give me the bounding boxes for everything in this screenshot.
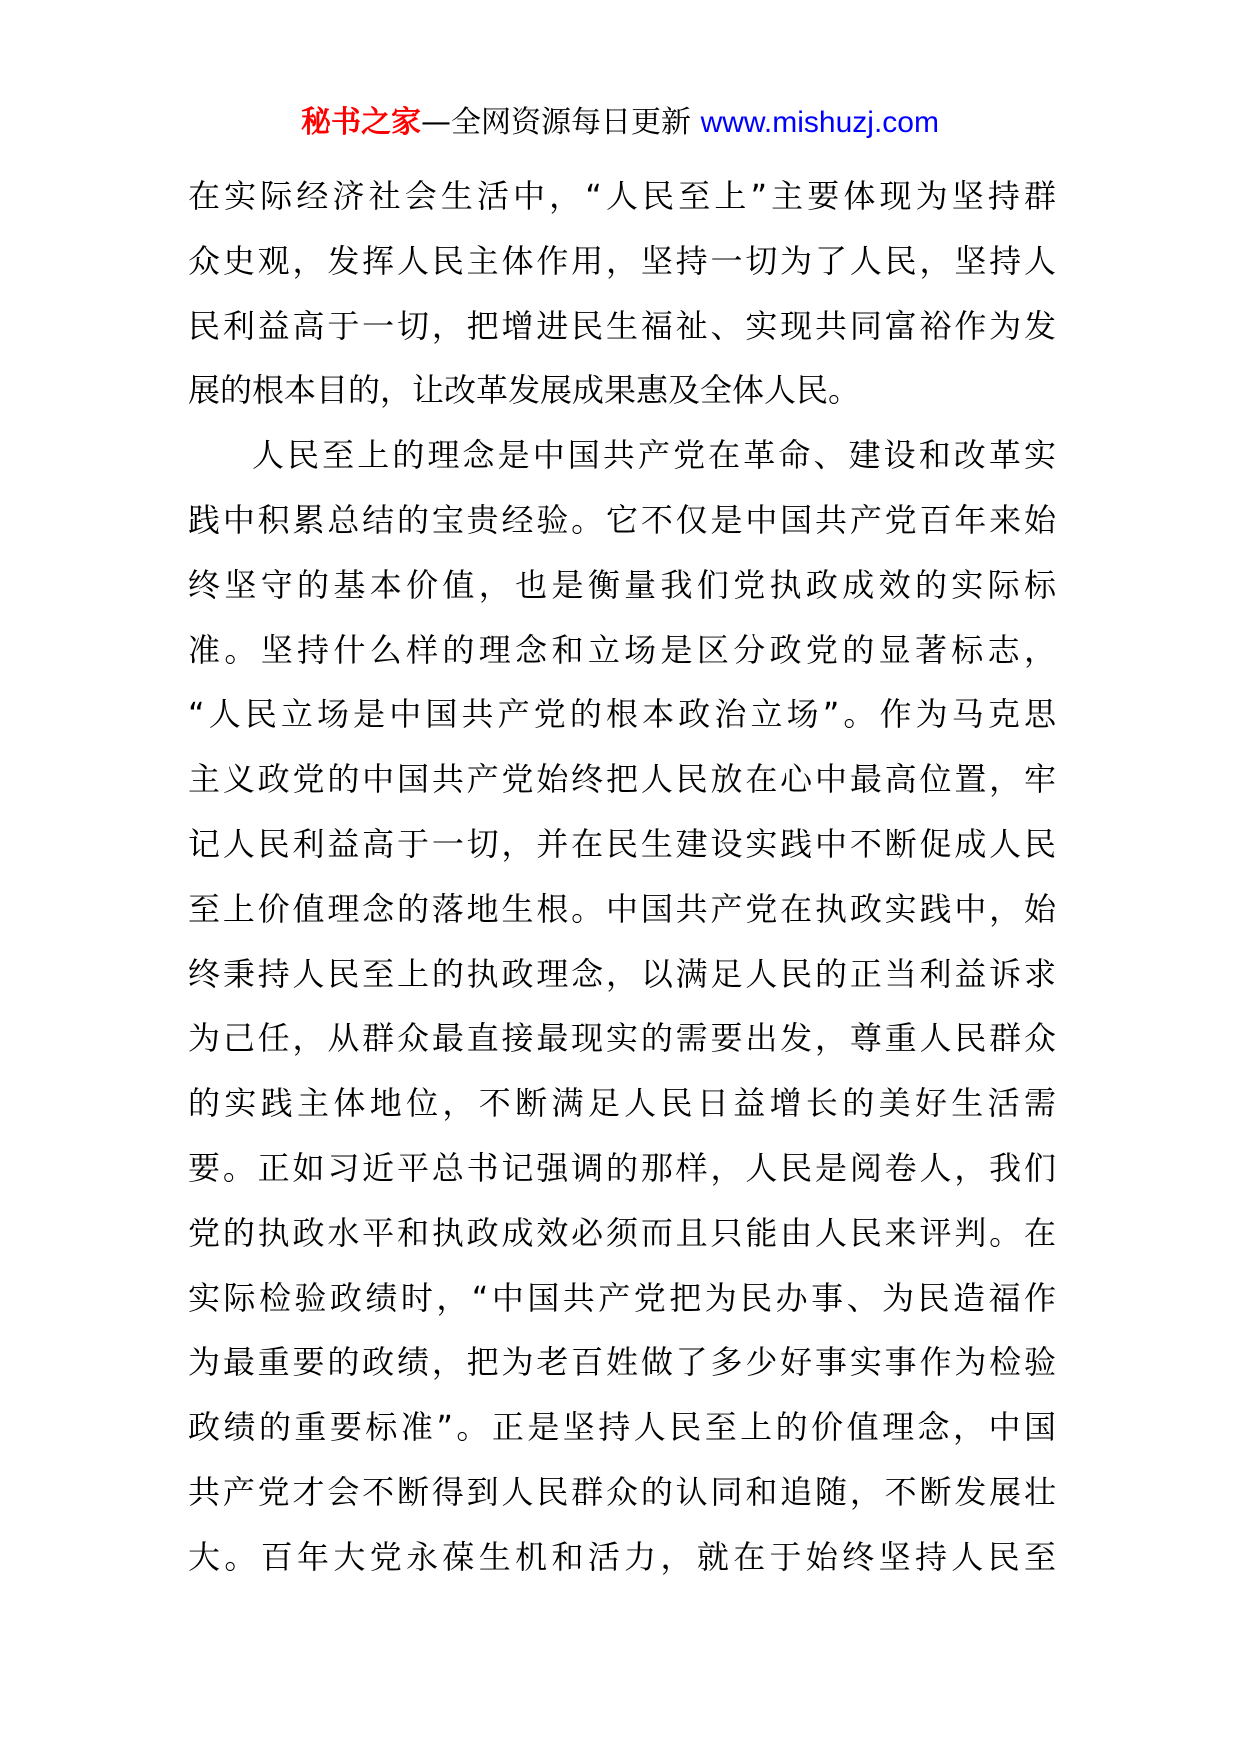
text-line: “人民立场是中国共产党的根本政治立场”。作为马克思 <box>188 695 1056 734</box>
text-line: 民利益高于一切，把增进民生福祉、实现共同富裕作为发 <box>188 306 1056 345</box>
brand-name: 秘书之家 <box>301 105 422 140</box>
site-tagline: —全网资源每日更新 <box>421 105 701 140</box>
text-line: 展的根本目的，让改革发展成果惠及全体人民。 <box>188 371 861 410</box>
text-line: 的实践主体地位，不断满足人民日益增长的美好生活需 <box>188 1084 1056 1123</box>
text-line: 众史观，发挥人民主体作用，坚持一切为了人民，坚持人 <box>188 241 1056 280</box>
text-line: 为己任，从群众最直接最现实的需要出发，尊重人民群众 <box>188 1019 1056 1058</box>
document-body <box>188 164 1056 1590</box>
text-line: 准。坚持什么样的理念和立场是区分政党的显著标志， <box>188 630 1056 669</box>
paragraph <box>188 164 1056 423</box>
text-line: 大。百年大党永葆生机和活力，就在于始终坚持人民至 <box>188 1537 1056 1576</box>
text-line: 要。正如习近平总书记强调的那样，人民是阅卷人，我们 <box>188 1148 1056 1187</box>
text-line: 党的执政水平和执政成效必须而且只能由人民来评判。在 <box>188 1213 1056 1252</box>
site-header <box>0 100 1240 146</box>
paragraph <box>188 423 1056 1589</box>
text-line: 主义政党的中国共产党始终把人民放在心中最高位置，牢 <box>188 760 1056 799</box>
text-line: 在实际经济社会生活中，“人民至上”主要体现为坚持群 <box>188 177 1056 215</box>
text-line: 为最重要的政绩，把为老百姓做了多少好事实事作为检验 <box>188 1343 1056 1382</box>
text-line: 践中积累总结的宝贵经验。它不仅是中国共产党百年来始 <box>188 500 1056 539</box>
text-line: 共产党才会不断得到人民群众的认同和追随，不断发展壮 <box>188 1472 1056 1511</box>
site-url-link[interactable]: www.mishuzj.com <box>700 106 939 139</box>
text-line: 实际检验政绩时，“中国共产党把为民办事、为民造福作 <box>188 1278 1056 1317</box>
text-line: 至上价值理念的落地生根。中国共产党在执政实践中，始 <box>188 889 1056 928</box>
text-line: 政绩的重要标准”。正是坚持人民至上的价值理念，中国 <box>188 1408 1056 1447</box>
text-line: 记人民利益高于一切，并在民生建设实践中不断促成人民 <box>188 824 1056 863</box>
text-line: 终秉持人民至上的执政理念，以满足人民的正当利益诉求 <box>188 954 1056 993</box>
text-line: 人民至上的理念是中国共产党在革命、建设和改革实 <box>252 436 1056 475</box>
text-line: 终坚守的基本价值，也是衡量我们党执政成效的实际标 <box>188 565 1056 604</box>
